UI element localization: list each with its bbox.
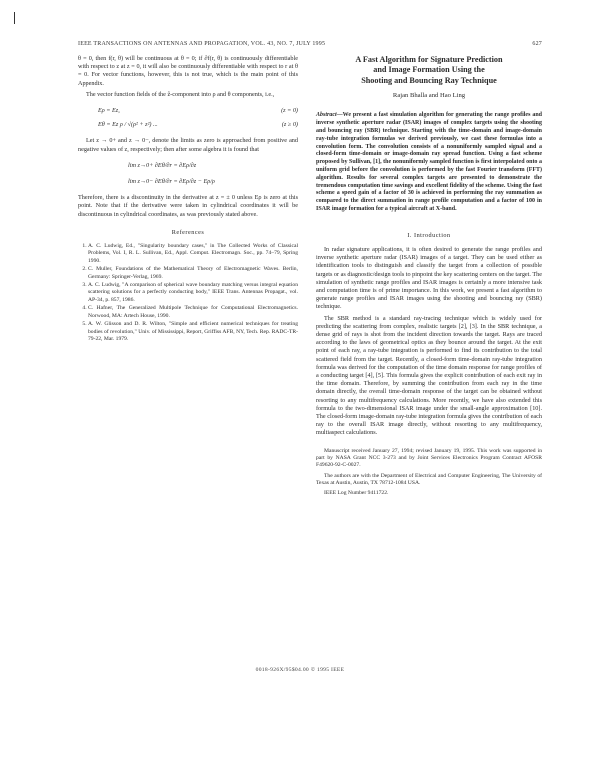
paper-title	[316, 55, 542, 86]
footnotes	[316, 448, 542, 498]
footnote: IEEE Log Number 9411722.	[324, 490, 389, 497]
crop-mark	[14, 12, 15, 24]
equation-block-2	[98, 162, 298, 186]
paper-title-line: A Fast Algorithm for Signature Prediction	[355, 55, 503, 64]
abstract-text: We present a fast simulation algorithm for generating the range profiles and inverse synthetic aperture radar (ISAR) images of complex targets using the shooting and bouncing ray (SBR) technique. Starting with the time-domain and image-domain ray-tube integration formulas we derived previously, we cast these formulas into a convolution form. The convolution consists of a nonuniformly sampled signal and a closed-form time-domain or image-domain ray spread function. Using a fast scheme proposed by Sullivan, [1], the nonuniformly sampled function is first interpolated onto a uniform grid before the convolution is performed by the fast Fourier transform (FFT) algorithm. Results for several complex targets are presented to demonstrate the tremendous computation time savings and excellent fidelity of the scheme. Using the fast scheme a speed gain of a factor of 30 is achieved in performing the ray summation as compared to the direct summation in range profile computation and a factor of 100 in ISAR image formation for a typical aircraft at X-band.	[316, 112, 542, 212]
equation-3: lim z→0+ ∂Eθ/∂r = ∂Eρ/∂z	[128, 161, 197, 169]
intro-para-2: The SBR method is a standard ray-tracing technique which is widely used for predicting the scattering from complex, realistic targets [2], [3]. In the SBR technique, a dense grid of rays is shot from the incident direction towards the target. Rays are traced according to the laws of geometrical optics as they bounce around the target. At the exit point of each ray, a ray-tube integration is performed to find its contribution to the total scattered field from the target. Recently, a closed-form time-domain ray-tube integration formula was derived for the computation of the time domain response for range profiles of a conducting target [4], [5]. This formula gives the explicit contribution of each exit ray in the time domain. Therefore, by summing the contribution from each ray in the time domain directly, the overall time-domain response of the target can be obtained without resorting to any multifrequency calculations. More recently, we have also extended this formula to the two-dimensional ISAR image under the small-angle approximation [10]. The closed-form image-domain ray-tube integration formula gives the contribution of each ray to the overall ISAR image directly, without resorting to any multifrequency, multiaspect calculations.	[316, 314, 542, 437]
reference-item: 4. C. Hafner, The Generalized Multipole Technique for Computational Electromagnetics. Norwood, MA: Artech House, 1990.	[88, 305, 298, 320]
running-title: IEEE TRANSACTIONS ON ANTENNAS AND PROPAGATION, VOL. 43, NO. 7, JULY 1995	[78, 41, 326, 47]
equation-2	[98, 121, 298, 129]
appendix-para-1: θ = 0, then f(r, θ) will be continuous at θ = 0; if ∂f(r, θ) is continuously differentiable with respect to z at z = 0, it will also be continuously differentiable with respect to r at θ = 0. For vector functions, however, this is not true, which is the main point of this Appendix.	[78, 55, 298, 87]
right-column	[316, 55, 542, 500]
left-column	[78, 55, 298, 344]
reference-item: 1. A. C. Ludwig, Ed., "Singularity boundary cases," in The Collected Works of Classical Problems, Vol. I, R. L. Sullivan, Ed., Appl. Comput. Electromagn. Soc., pp. 74–79, Spring 1990.	[88, 243, 298, 265]
references-heading: References	[171, 228, 205, 236]
equation-block-1	[98, 107, 298, 129]
introduction-heading: I. Introduction	[407, 231, 451, 239]
equation-1-lhs: Eρ = Ez,	[98, 107, 120, 115]
paper-title-line: and Image Formation Using the	[373, 65, 485, 75]
equation-2-cond: (z ≥ 0)	[281, 121, 298, 129]
reference-item: 3. A. C. Ludwig, "A comparison of spherical wave boundary matching versus integral equation scattering solutions for a perfectly conducting body," IEEE Trans. Antennas Propagat., vol. AP-34, p. 857, 1986.	[88, 282, 298, 304]
paper-title-line: Shooting and Bouncing Ray Technique	[361, 75, 497, 85]
abstract-label: Abstract—	[316, 112, 343, 119]
equation-1-cond: (z = 0)	[281, 107, 298, 115]
footnote: Manuscript received January 27, 1994; revised January 19, 1995. This work was supported in part by NASA Grant NCC 3-273 and by Joint Services Electronics Program Contract AFOSR F49620-92-C-0027.	[316, 447, 542, 469]
intro-para-1: In radar signature applications, it is often desired to generate the range profiles and inverse synthetic aperture radar (ISAR) images of a target. They can be used either as identification tools to distinguish and classify the target from a collection of possible targets or as diagnostic/design tools to pinpoint the key scattering centers on the target. The simulation of synthetic range profiles and ISAR images is certainly a more intensive task and computation time is of prime importance. In this work, we present a fast algorithm to generate range profiles and ISAR images using the shooting and bouncing ray (SBR) technique.	[316, 245, 542, 311]
equation-1	[98, 107, 298, 115]
abstract	[316, 112, 542, 213]
paper-authors: Rajan Bhalla and Hao Ling	[392, 92, 466, 100]
page-number: 627	[532, 41, 542, 47]
appendix-para-4: Therefore, there is a discontinuity in the derivative at z = ± 0 unless Eρ is zero at this point. Note that if the derivative were taken in cylindrical coordinates it will be discontinuous in cylindrical coordinates, as was previously stated above.	[78, 194, 298, 218]
running-header	[78, 41, 542, 47]
references-list	[78, 243, 298, 343]
appendix-para-3: Let z → 0+ and z → 0−, denote the limits as zero is approached from positive and negative values of z, respectively; then after some algebra it is found that	[78, 137, 298, 153]
appendix-para-2: The vector function fields of the ẑ-component into ρ and θ components, i.e.,	[86, 90, 275, 98]
reference-item: 5. A. W. Glisson and D. R. Wilton, "Simple and efficient numerical techniques for treating bodies of revolution," Univ. of Mississippi, Report, Griffiss AFB, NY, Tech. Rep. RADC-TR-79-22, Mar. 1979.	[88, 321, 298, 343]
footnote: The authors are with the Department of Electrical and Computer Engineering, The University of Texas at Austin, Austin, TX 78712-1084 USA.	[316, 472, 542, 486]
equation-4: lim z→0− ∂Eθ/∂r = ∂Eρ/∂z − Eρ/ρ	[128, 178, 215, 186]
reference-item: 2. C. Muller, Foundations of the Mathematical Theory of Electromagnetic Waves. Berlin, Germany: Springer-Verlag, 1969.	[88, 266, 298, 281]
page-footer: 0018-926X/95$04.00 © 1995 IEEE	[255, 667, 345, 673]
equation-2-lhs: Eθ = Ez ρ / √(ρ² + z²) ...	[98, 121, 158, 129]
